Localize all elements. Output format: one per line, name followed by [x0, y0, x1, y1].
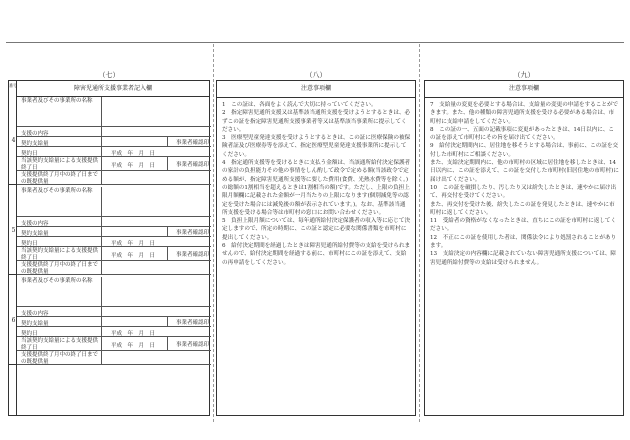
- provider-block: [9, 97, 211, 185]
- date-field[interactable]: 平成 年 月 日: [111, 252, 156, 259]
- row-label: 契約日: [21, 240, 38, 247]
- notes-body: [217, 98, 415, 267]
- cell-divider: [101, 317, 102, 326]
- panel8-title: （八）: [305, 71, 327, 79]
- cell-divider: [101, 127, 102, 136]
- cell-divider: [101, 237, 102, 246]
- row-label: 当該契約支給量による支援提供終了日: [21, 248, 99, 261]
- row-label: 契約日: [21, 150, 38, 157]
- note-paragraph: 11 受給者の資格がなくなったときは、直ちにこの証を市町村に返してください。: [430, 218, 617, 233]
- row-amount: [17, 227, 211, 237]
- date-field[interactable]: 平成 年 月 日: [111, 330, 156, 337]
- panel7-title: （七）: [98, 71, 120, 79]
- row-remaining: [17, 337, 211, 351]
- date-field[interactable]: 平成 年 月 日: [111, 162, 156, 169]
- provider-entry-table: [8, 80, 210, 416]
- date-field[interactable]: 平成 年 月 日: [111, 342, 156, 349]
- number-column-header: 番号: [9, 83, 17, 88]
- row-contract-date: [17, 147, 211, 157]
- note-paragraph: 9 給付決定期間内に、居住地を移そうとする場合は、事前に、この証を交付した市町村にご相談ください。: [430, 143, 619, 158]
- row-end-date: [17, 261, 211, 275]
- cell-divider: [101, 307, 102, 316]
- cell-divider: [167, 247, 168, 260]
- row-label: 事業者及びその事業所の名称: [21, 188, 93, 194]
- row-label: 支援の内容: [21, 130, 49, 137]
- row-end-date: [17, 171, 211, 185]
- row-remaining: [17, 247, 211, 261]
- cell-divider: [101, 337, 102, 350]
- top-divider: [6, 42, 624, 43]
- note-paragraph: また、再交付を受けた後、紛失したこの証を発見したときは、速やかに市町村に返してください。: [430, 201, 615, 216]
- notes-header: 注意事項欄: [217, 81, 415, 98]
- row-content: [17, 127, 211, 137]
- confirm-stamp-cell[interactable]: 事業者確認印: [175, 229, 209, 236]
- cell-divider: [167, 227, 168, 236]
- note-paragraph: 5 負担上限月額については、毎年通所給付決定保護者の収入等に応じて決定しますので、所定の時期に、この証と認定に必要な関係書類を市町村に提出してください。: [222, 218, 411, 241]
- notes-body: [425, 98, 623, 267]
- row-label: 契約支給量: [21, 140, 49, 147]
- row-content: [17, 217, 211, 227]
- cell-divider: [167, 337, 168, 350]
- cell-divider: [167, 137, 168, 146]
- note-paragraph: 2 指定障害児通所支援又は基準該当通所支援を受けようとするときは、必ずこの証を指定障害児通所支援事業者等又は基準該当事業所に提示してください。: [222, 110, 411, 133]
- row-remaining: [17, 157, 211, 171]
- confirm-stamp-cell[interactable]: 事業者確認印: [175, 161, 209, 168]
- confirm-stamp-cell[interactable]: 事業者確認印: [175, 341, 209, 348]
- date-field[interactable]: 平成 年 月 日: [111, 240, 156, 247]
- provider-block: [9, 277, 211, 365]
- row-label: 当該契約支給量による支援提供終了日: [21, 338, 99, 351]
- row-label: 契約支給量: [21, 320, 49, 327]
- row-label: 当該契約支給量による支援提供終了日: [21, 158, 99, 171]
- row-amount: [17, 317, 211, 327]
- block-number: 4: [11, 137, 16, 144]
- cell-divider: [101, 147, 102, 156]
- row-provider: [17, 277, 211, 307]
- note-paragraph: 1 この証は、各面をよく読んで大切に持っていてください。: [222, 102, 377, 108]
- note-paragraph: 3 医療型児童発達支援を受けようとするときは、この証に医療保険の被保険者証及び医療券等を添えて、指定医療型児童発達支援事業所に提示してください。: [222, 135, 411, 158]
- row-label: 事業者及びその事業所の名称: [21, 278, 93, 284]
- note-paragraph: 6 給付決定期間を経過したときは障害児通所給付費等の支給を受けられませんので、給付決定期間を経過する前に、市町村にこの証を添えて、支給の再申請をしてください。: [222, 243, 411, 266]
- note-paragraph: また、支給決定期間内に、他の市町村の区域に居住地を移したときは、14日以内に、この証を添えて、この証を交付した市町村(旧居住地の市町村)に届け出てください。: [430, 160, 619, 183]
- row-label: 支援提供終了月中の終了日までの既提供量: [21, 172, 99, 185]
- row-provider: [17, 187, 211, 217]
- fold-line: [419, 44, 420, 422]
- cell-divider: [101, 277, 102, 306]
- panel9-title: （九）: [513, 71, 535, 79]
- cell-divider: [167, 317, 168, 326]
- provider-block: [9, 187, 211, 275]
- cell-divider: [101, 97, 102, 126]
- cell-divider: [101, 351, 102, 364]
- row-amount: [17, 137, 211, 147]
- confirm-stamp-cell[interactable]: 事業者確認印: [175, 139, 209, 146]
- row-label: 支援の内容: [21, 220, 49, 227]
- row-label: 契約支給量: [21, 230, 49, 237]
- row-contract-date: [17, 237, 211, 247]
- cell-divider: [101, 157, 102, 170]
- cell-divider: [101, 261, 102, 274]
- cell-divider: [101, 171, 102, 184]
- row-contract-date: [17, 327, 211, 337]
- cell-divider: [101, 217, 102, 226]
- note-paragraph: 7 支給量の変更を必要とする場合は、支給量の変更の申請をすることができます。また、他の種類の障害児通所支援を受ける必要がある場合は、市町村に支給申請をしてください。: [430, 102, 619, 125]
- row-provider: [17, 97, 211, 127]
- row-label: 支援提供終了月中の終了日までの既提供量: [21, 352, 99, 365]
- confirm-stamp-cell[interactable]: 事業者確認印: [175, 251, 209, 258]
- cell-divider: [101, 187, 102, 216]
- cell-divider: [101, 327, 102, 336]
- confirm-stamp-cell[interactable]: 事業者確認印: [175, 319, 209, 326]
- note-paragraph: 8 この証の一、五面の記載事項に変更があったときは、14日以内に、この証を添えて市町村にその旨を届け出てください。: [430, 126, 615, 142]
- row-label: 支援の内容: [21, 310, 49, 317]
- row-end-date: [17, 351, 211, 365]
- note-paragraph: 4 指定通所支援等を受けるときに支払う金額は、当該通所給付決定保護者の家計の負担能力その他の事情をしん酌して政令で定める額(当該政令で定める額が、指定障害児通所支援等に要した費用(食費、光熱水費等を除く。)の総額の1割相当を超えるときは1割相当の額)です。ただし、上限の負担上限月額欄に記載された金額が一月当たりの上限になります(個別減免等の認定を受けた場合には減免後の額が表示されています。)。なお、基準該当通所支援を受ける場合等は市町村の窓口にお問い合わせください。: [222, 160, 411, 216]
- note-paragraph: 13 支給決定の内容欄に記載されていない障害児通所支援については、障害児通所給付費等の支給は受けられません。: [430, 251, 617, 266]
- block-number: 5: [11, 227, 16, 234]
- notes-panel-8: [216, 80, 416, 416]
- notes-panel-9: [424, 80, 624, 416]
- cell-divider: [167, 157, 168, 170]
- cell-divider: [101, 227, 102, 236]
- row-label: 契約日: [21, 330, 38, 337]
- cell-divider: [101, 247, 102, 260]
- cell-divider: [101, 137, 102, 146]
- row-label: 支援提供終了月中の終了日までの既提供量: [21, 262, 99, 275]
- notes-header: 注意事項欄: [425, 81, 623, 98]
- fold-line: [213, 44, 214, 422]
- block-number: 6: [11, 317, 16, 324]
- note-paragraph: 12 不正にこの証を使用した者は、関係法令により処罰されることがあります。: [430, 234, 617, 250]
- date-field[interactable]: 平成 年 月 日: [111, 150, 156, 157]
- provider-entry-header: 障害児通所支援事業者記入欄: [17, 81, 209, 97]
- row-content: [17, 307, 211, 317]
- note-paragraph: 10 この証を破損したり、汚したり又は紛失したときは、速やかに届け出て、再交付を受けてください。: [430, 184, 617, 200]
- row-label: 事業者及びその事業所の名称: [21, 98, 93, 104]
